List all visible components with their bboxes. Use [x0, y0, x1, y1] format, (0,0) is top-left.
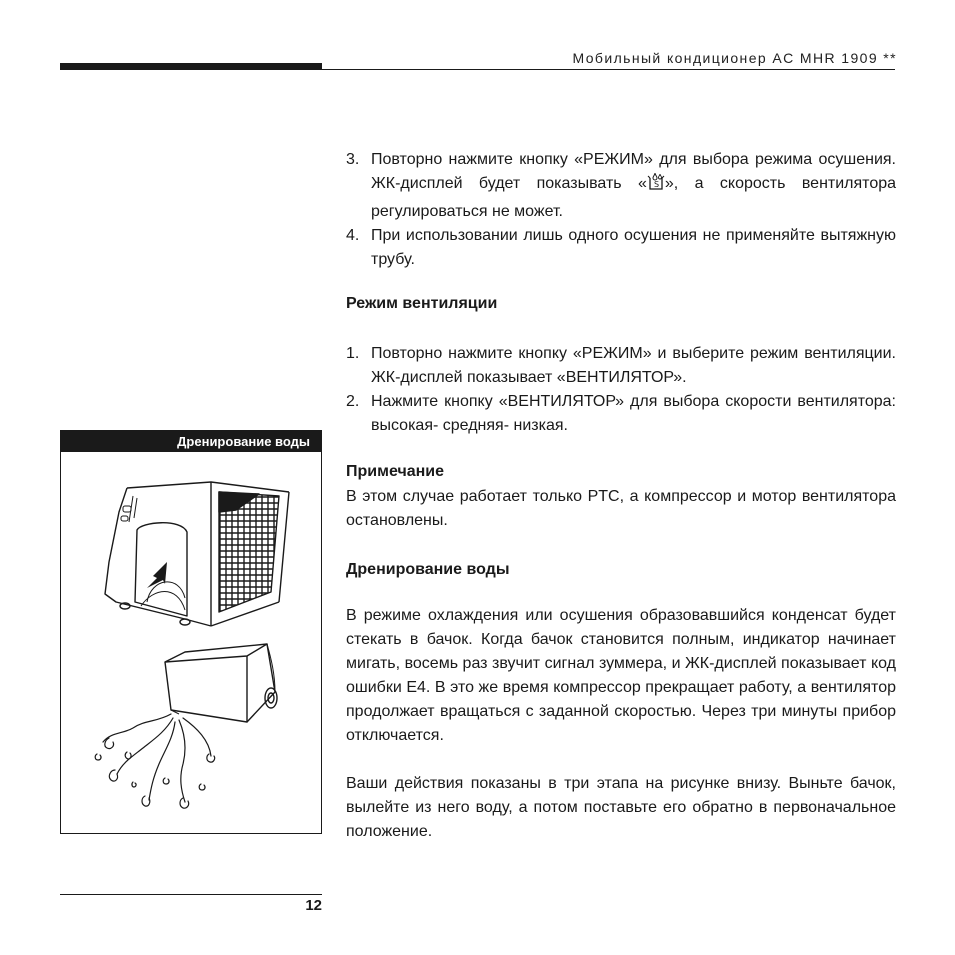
sidebar-title: Дренирование воды: [61, 431, 321, 452]
dehumidify-drop-icon: [647, 172, 665, 200]
dry-mode-steps: [346, 148, 896, 272]
drainage-paragraph: Ваши действия показаны в три этапа на рисунке внизу. Выньте бачок, вылейте из него воду, а потом поставьте его обратно в первоначальное положение.: [346, 775, 896, 840]
list-text-end: », а скорость вентилятора регулироваться не может.: [371, 175, 897, 220]
page-number: 12: [305, 897, 322, 914]
note-heading: Примечание: [346, 463, 445, 480]
water-drainage-illustration: [61, 452, 321, 833]
air-conditioner-unit: [105, 482, 289, 626]
list-text: Повторно нажмите кнопку «РЕЖИМ» для выбора режима осушения. ЖК-дисплей будет показывать «: [371, 151, 896, 192]
list-item: [346, 148, 896, 224]
list-text: Нажмите кнопку «ВЕНТИЛЯТОР» для выбора скорости вентилятора: высокая- средняя- низкая.: [371, 393, 896, 434]
header-rule-thin: [322, 69, 895, 70]
list-number: 3.: [346, 151, 360, 168]
fan-mode-heading: Режим вентиляции: [346, 295, 498, 312]
list-item: [346, 342, 896, 390]
header-rule-thick: [60, 63, 322, 70]
drainage-heading: Дренирование воды: [346, 561, 510, 578]
list-text: Повторно нажмите кнопку «РЕЖИМ» и выберите режим вентиляции. ЖК-дисплей показывает «ВЕНТИЛЯТОР».: [371, 345, 896, 386]
footer-rule: [60, 894, 322, 895]
header-title: Мобильный кондиционер AC MHR 1909 **: [572, 50, 897, 66]
list-item: [346, 390, 896, 438]
svg-text:S: S: [653, 180, 659, 189]
note-text: В этом случае работает только PTC, а компрессор и мотор вентилятора остановлены.: [346, 488, 896, 529]
water-tank: [165, 644, 277, 722]
list-number: 4.: [346, 227, 360, 244]
list-number: 1.: [346, 345, 360, 362]
water-spill: [95, 714, 214, 808]
list-item: [346, 224, 896, 272]
drainage-paragraph: В режиме охлаждения или осушения образовавшийся конденсат будет стекать в бачок. Когда бачок становится полным, индикатор начинает мигать, восемь раз звучит сигнал зуммера, и ЖК-дисплей показывает код ошибки Е4. В это же время компрессор прекращает работу, а вентилятор продолжает вращаться с заданной скоростью. Через три минуты прибор отключается.: [346, 607, 896, 744]
fan-mode-steps: [346, 342, 896, 438]
sidebar-figure: [60, 430, 322, 834]
list-number: 2.: [346, 393, 360, 410]
list-text: При использовании лишь одного осушения не применяйте вытяжную трубу.: [371, 227, 896, 268]
